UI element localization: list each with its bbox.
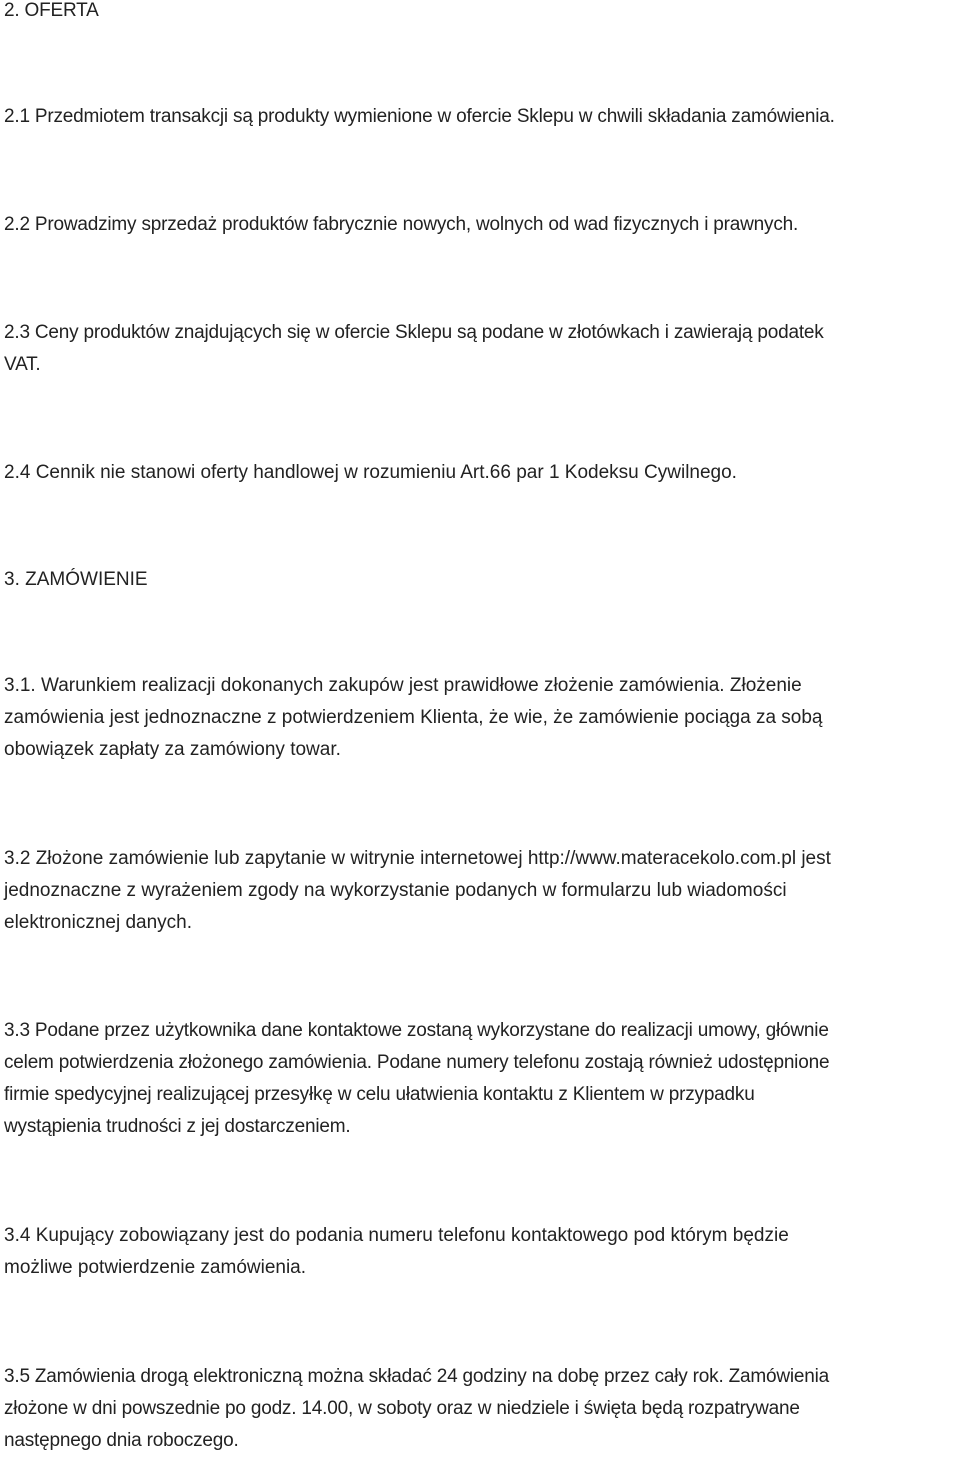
heading-text: 3. ZAMÓWIENIE xyxy=(4,569,148,590)
paragraph-line: następnego dnia roboczego. xyxy=(4,1430,239,1451)
paragraph-3-3 xyxy=(4,1015,829,1143)
paragraph-line: 3.1. Warunkiem realizacji dokonanych zakupów jest prawidłowe złożenie zamówienia. Złożenie xyxy=(4,675,802,696)
paragraph-line: celem potwierdzenia złożonego zamówienia. Podane numery telefonu zostają również udostępnione xyxy=(4,1052,830,1073)
paragraph-line: 2.1 Przedmiotem transakcji są produkty wymienione w ofercie Sklepu w chwili składania zamówienia. xyxy=(4,106,835,127)
paragraph-line: 3.2 Złożone zamówienie lub zapytanie w witrynie internetowej http://www.materacekolo.com.pl jest xyxy=(4,848,831,869)
heading-text: 2. OFERTA xyxy=(4,0,99,21)
paragraph-line: 2.4 Cennik nie stanowi oferty handlowej w rozumieniu Art.66 par 1 Kodeksu Cywilnego. xyxy=(4,462,737,483)
paragraph-line: możliwe potwierdzenie zamówienia. xyxy=(4,1257,307,1278)
paragraph-line: zamówienia jest jednoznaczne z potwierdzeniem Klienta, że wie, że zamówienie pociąga za sobą xyxy=(4,707,823,728)
paragraph-line: wystąpienia trudności z jej dostarczeniem. xyxy=(4,1116,351,1137)
paragraph-3-5 xyxy=(4,1361,829,1457)
paragraph-2-1 xyxy=(4,101,835,133)
paragraph-3-1 xyxy=(4,670,823,766)
section-heading-zamowienie xyxy=(4,564,148,596)
paragraph-line: obowiązek zapłaty za zamówiony towar. xyxy=(4,739,341,760)
paragraph-line: 3.4 Kupujący zobowiązany jest do podania numeru telefonu kontaktowego pod którym będzie xyxy=(4,1225,789,1246)
paragraph-2-3 xyxy=(4,317,824,381)
paragraph-3-2 xyxy=(4,843,831,939)
paragraph-2-4 xyxy=(4,457,737,489)
paragraph-line: elektronicznej danych. xyxy=(4,912,192,933)
paragraph-line: 3.5 Zamówienia drogą elektroniczną można składać 24 godziny na dobę przez cały rok. Zamówienia xyxy=(4,1366,830,1387)
paragraph-line: jednoznaczne z wyrażeniem zgody na wykorzystanie podanych w formularzu lub wiadomości xyxy=(4,880,787,901)
paragraph-line: firmie spedycyjnej realizującej przesyłkę w celu ułatwienia kontaktu z Klientem w przypadku xyxy=(4,1084,755,1105)
paragraph-line: VAT. xyxy=(4,354,41,375)
section-heading-oferta xyxy=(4,0,99,27)
paragraph-2-2 xyxy=(4,209,798,241)
paragraph-line: 2.3 Ceny produktów znajdujących się w ofercie Sklepu są podane w złotówkach i zawierają podatek xyxy=(4,322,824,343)
paragraph-line: 2.2 Prowadzimy sprzedaż produktów fabrycznie nowych, wolnych od wad fizycznych i prawnych. xyxy=(4,214,799,235)
paragraph-3-4 xyxy=(4,1220,789,1284)
paragraph-line: 3.3 Podane przez użytkownika dane kontaktowe zostaną wykorzystane do realizacji umowy, głównie xyxy=(4,1020,829,1041)
paragraph-line: złożone w dni powszednie po godz. 14.00, w soboty oraz w niedziele i święta będą rozpatrywane xyxy=(4,1398,800,1419)
